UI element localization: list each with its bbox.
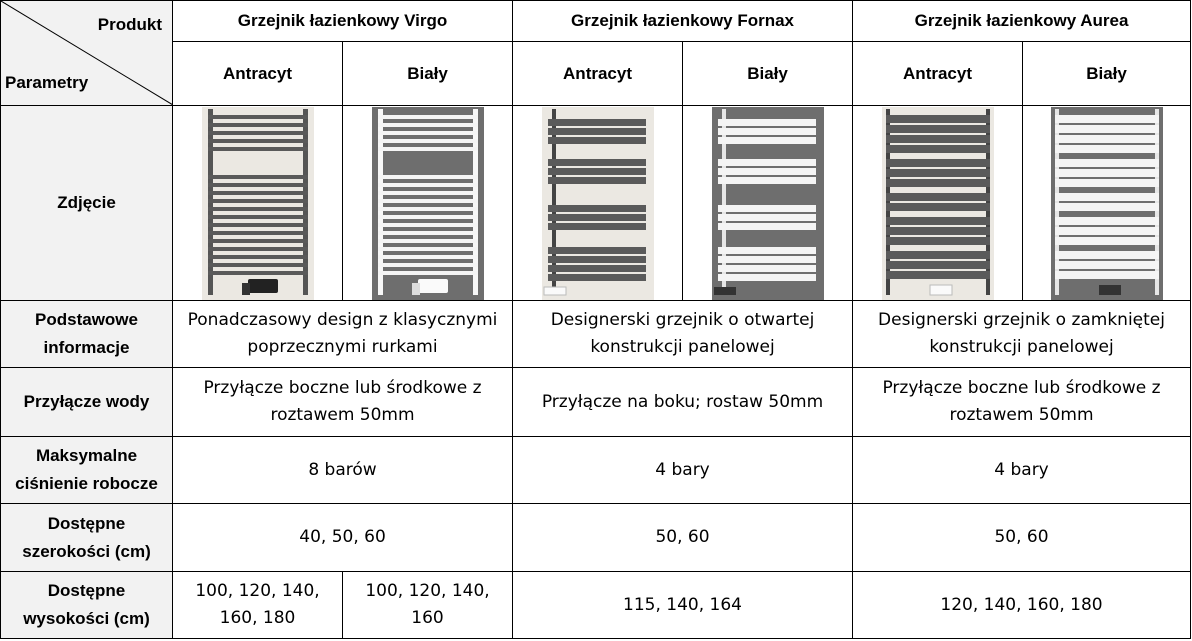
radiator-virgo-white-image xyxy=(372,107,484,300)
widths-aurea: 50, 60 xyxy=(853,504,1191,572)
photo-cell-virgo-anthracite xyxy=(173,106,343,301)
photo-cell-fornax-white xyxy=(683,106,853,301)
water-connection-row xyxy=(1,368,1191,437)
heights-virgo-white: 100, 120, 140, 160 xyxy=(343,572,513,639)
variant-aurea-white: Biały xyxy=(1023,42,1191,106)
variant-header-row xyxy=(1,42,1191,106)
row-label-heights: Dostępne wysokości (cm) xyxy=(1,572,173,639)
corner-parameters-label: Parametry xyxy=(5,73,89,92)
max-pressure-aurea: 4 bary xyxy=(853,437,1191,504)
photo-cell-aurea-anthracite xyxy=(853,106,1023,301)
product-header-row xyxy=(1,1,1191,42)
radiator-aurea-anthracite-image xyxy=(882,107,994,300)
max-pressure-row xyxy=(1,437,1191,504)
heights-row xyxy=(1,572,1191,639)
widths-fornax: 50, 60 xyxy=(513,504,853,572)
basic-info-virgo: Ponadczasowy design z klasycznymi poprzecznymi rurkami xyxy=(173,301,513,368)
radiator-virgo-anthracite-image xyxy=(202,107,314,300)
product-name-virgo: Grzejnik łazienkowy Virgo xyxy=(173,1,513,42)
row-label-water-connection: Przyłącze wody xyxy=(1,368,173,437)
max-pressure-fornax: 4 bary xyxy=(513,437,853,504)
photo-cell-virgo-white xyxy=(343,106,513,301)
heights-fornax: 115, 140, 164 xyxy=(513,572,853,639)
water-connection-fornax: Przyłącze na boku; rostaw 50mm xyxy=(513,368,853,437)
photo-cell-fornax-anthracite xyxy=(513,106,683,301)
heights-virgo-anthracite: 100, 120, 140, 160, 180 xyxy=(173,572,343,639)
widths-row xyxy=(1,504,1191,572)
max-pressure-virgo: 8 barów xyxy=(173,437,513,504)
product-name-aurea: Grzejnik łazienkowy Aurea xyxy=(853,1,1191,42)
basic-info-aurea: Designerski grzejnik o zamkniętej konstrukcji panelowej xyxy=(853,301,1191,368)
variant-virgo-white: Biały xyxy=(343,42,513,106)
row-label-basic-info: Podstawowe informacje xyxy=(1,301,173,368)
heights-aurea: 120, 140, 160, 180 xyxy=(853,572,1191,639)
variant-fornax-white: Biały xyxy=(683,42,853,106)
water-connection-aurea: Przyłącze boczne lub środkowe z roztawem 50mm xyxy=(853,368,1191,437)
variant-fornax-anthracite: Antracyt xyxy=(513,42,683,106)
radiator-fornax-white-image xyxy=(712,107,824,300)
corner-product-label: Produkt xyxy=(97,15,162,34)
water-connection-virgo: Przyłącze boczne lub środkowe z roztawem 50mm xyxy=(173,368,513,437)
radiator-fornax-anthracite-image xyxy=(542,107,654,300)
row-label-widths: Dostępne szerokości (cm) xyxy=(1,504,173,572)
photo-cell-aurea-white xyxy=(1023,106,1191,301)
row-label-photo: Zdjęcie xyxy=(1,106,173,301)
basic-info-row xyxy=(1,301,1191,368)
variant-aurea-anthracite: Antracyt xyxy=(853,42,1023,106)
variant-virgo-anthracite: Antracyt xyxy=(173,42,343,106)
corner-cell xyxy=(1,1,173,106)
radiator-aurea-white-image xyxy=(1051,107,1163,300)
product-name-fornax: Grzejnik łazienkowy Fornax xyxy=(513,1,853,42)
widths-virgo: 40, 50, 60 xyxy=(173,504,513,572)
photo-row xyxy=(1,106,1191,301)
basic-info-fornax: Designerski grzejnik o otwartej konstrukcji panelowej xyxy=(513,301,853,368)
row-label-max-pressure: Maksymalne ciśnienie robocze xyxy=(1,437,173,504)
